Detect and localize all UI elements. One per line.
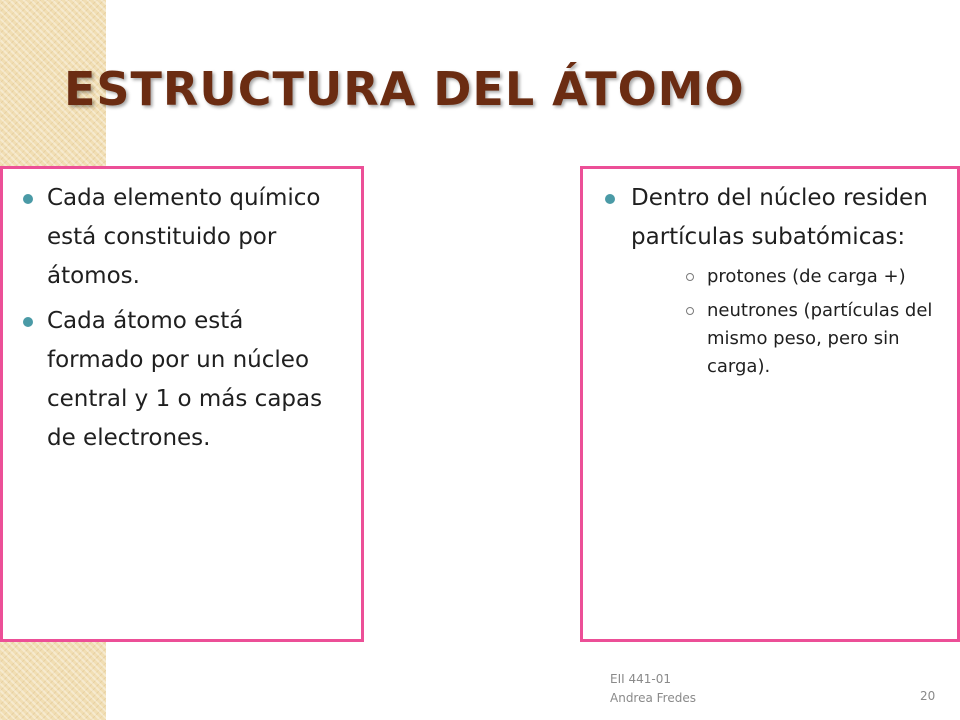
bullet-dot-icon [23, 194, 33, 204]
list-item [3, 302, 347, 458]
slide-title: ESTRUCTURA DEL ÁTOMO [64, 62, 745, 116]
hollow-circle-bullet-icon [686, 307, 694, 315]
bullet-text: Dentro del núcleo residen partículas subatómicas: [631, 185, 928, 250]
sub-bullet-list [631, 263, 943, 381]
right-content-box [580, 166, 960, 642]
sub-bullet-text: neutrones (partículas del mismo peso, pero sin carga). [707, 300, 933, 377]
bullet-dot-icon [605, 194, 615, 204]
sub-list-item [631, 297, 943, 381]
page-number: 20 [920, 689, 936, 703]
list-item [3, 179, 347, 296]
sub-bullet-text: protones (de carga +) [707, 266, 906, 287]
sub-list-item [631, 263, 943, 291]
left-bullet-list [3, 169, 361, 458]
right-bullet-list [583, 169, 957, 381]
footer-course-code: EII 441-01 [610, 672, 671, 686]
bullet-text: Cada átomo está formado por un núcleo central y 1 o más capas de electrones. [47, 308, 323, 451]
bullet-text: Cada elemento químico está constituido por átomos. [47, 185, 321, 289]
bullet-dot-icon [23, 317, 33, 327]
list-item [583, 179, 943, 381]
hollow-circle-bullet-icon [686, 273, 694, 281]
footer-author: Andrea Fredes [610, 691, 696, 705]
footer [610, 670, 696, 708]
left-content-box [0, 166, 364, 642]
